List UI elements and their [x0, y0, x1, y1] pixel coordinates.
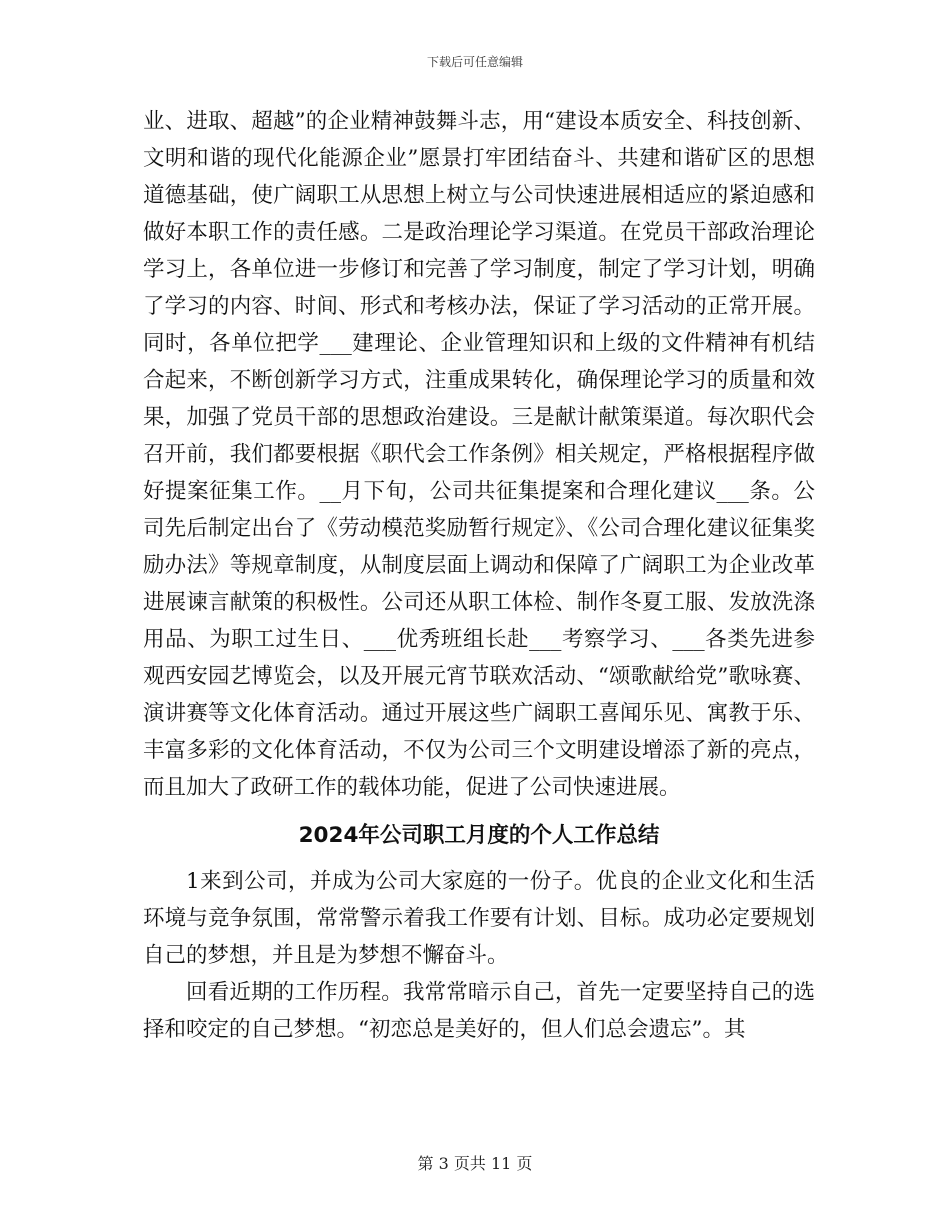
body-paragraph-2: 1来到公司，并成为公司大家庭的一份子。优良的企业文化和生活环境与竞争氛围，常常警示着我工作要有计划、目标。成功必定要规划自己的梦想，并且是为梦想不懈奋斗。: [143, 869, 815, 968]
document-body: [143, 103, 815, 1048]
body-paragraph-3: 回看近期的工作历程。我常常暗示自己，首先一定要坚持自己的选择和咬定的自己梦想。“初恋总是美好的，但人们总会遗忘”。其: [143, 980, 815, 1042]
page-header: 下载后可任意编辑: [426, 55, 523, 69]
page-footer: 第 3 页共 11 页: [417, 1154, 533, 1173]
body-paragraph-1: 业、进取、超越”的企业精神鼓舞斗志，用“建设本质安全、科技创新、文明和谐的现代化能源企业”愿景打牢团结奋斗、共建和谐矿区的思想道德基础，使广阔职工从思想上树立与公司快速进展相适应的紧迫感和做好本职工作的责任感。二是政治理论学习渠道。在党员干部政治理论学习上，各单位进一步修订和完善了学习制度，制定了学习计划，明确了学习的内容、时间、形式和考核办法，保证了学习活动的正常开展。同时，各单位把学___建理论、企业管理知识和上级的文件精神有机结合起来，不断创新学习方式，注重成果转化，确保理论学习的质量和效果，加强了党员干部的思想政治建设。三是献计献策渠道。每次职代会召开前，我们都要根据《职代会工作条例》相关规定，严格根据程序做好提案征集工作。__月下旬，公司共征集提案和合理化建议___条。公司先后制定出台了《劳动模范奖励暂行规定》、《公司合理化建议征集奖励办法》等规章制度，从制度层面上调动和保障了广阔职工为企业改革进展谏言献策的积极性。公司还从职工体检、制作冬夏工服、发放洗涤用品、为职工过生日、___优秀班组长赴___考察学习、___各类先进参观西安园艺博览会，以及开展元宵节联欢活动、“颂歌献给党”歌咏赛、演讲赛等文化体育活动。通过开展这些广阔职工喜闻乐见、寓教于乐、丰富多彩的文化体育活动，不仅为公司三个文明建设增添了新的亮点，而且加大了政研工作的载体功能，促进了公司快速进展。: [143, 109, 815, 800]
section-title: 2024年公司职工月度的个人工作总结: [298, 823, 660, 848]
